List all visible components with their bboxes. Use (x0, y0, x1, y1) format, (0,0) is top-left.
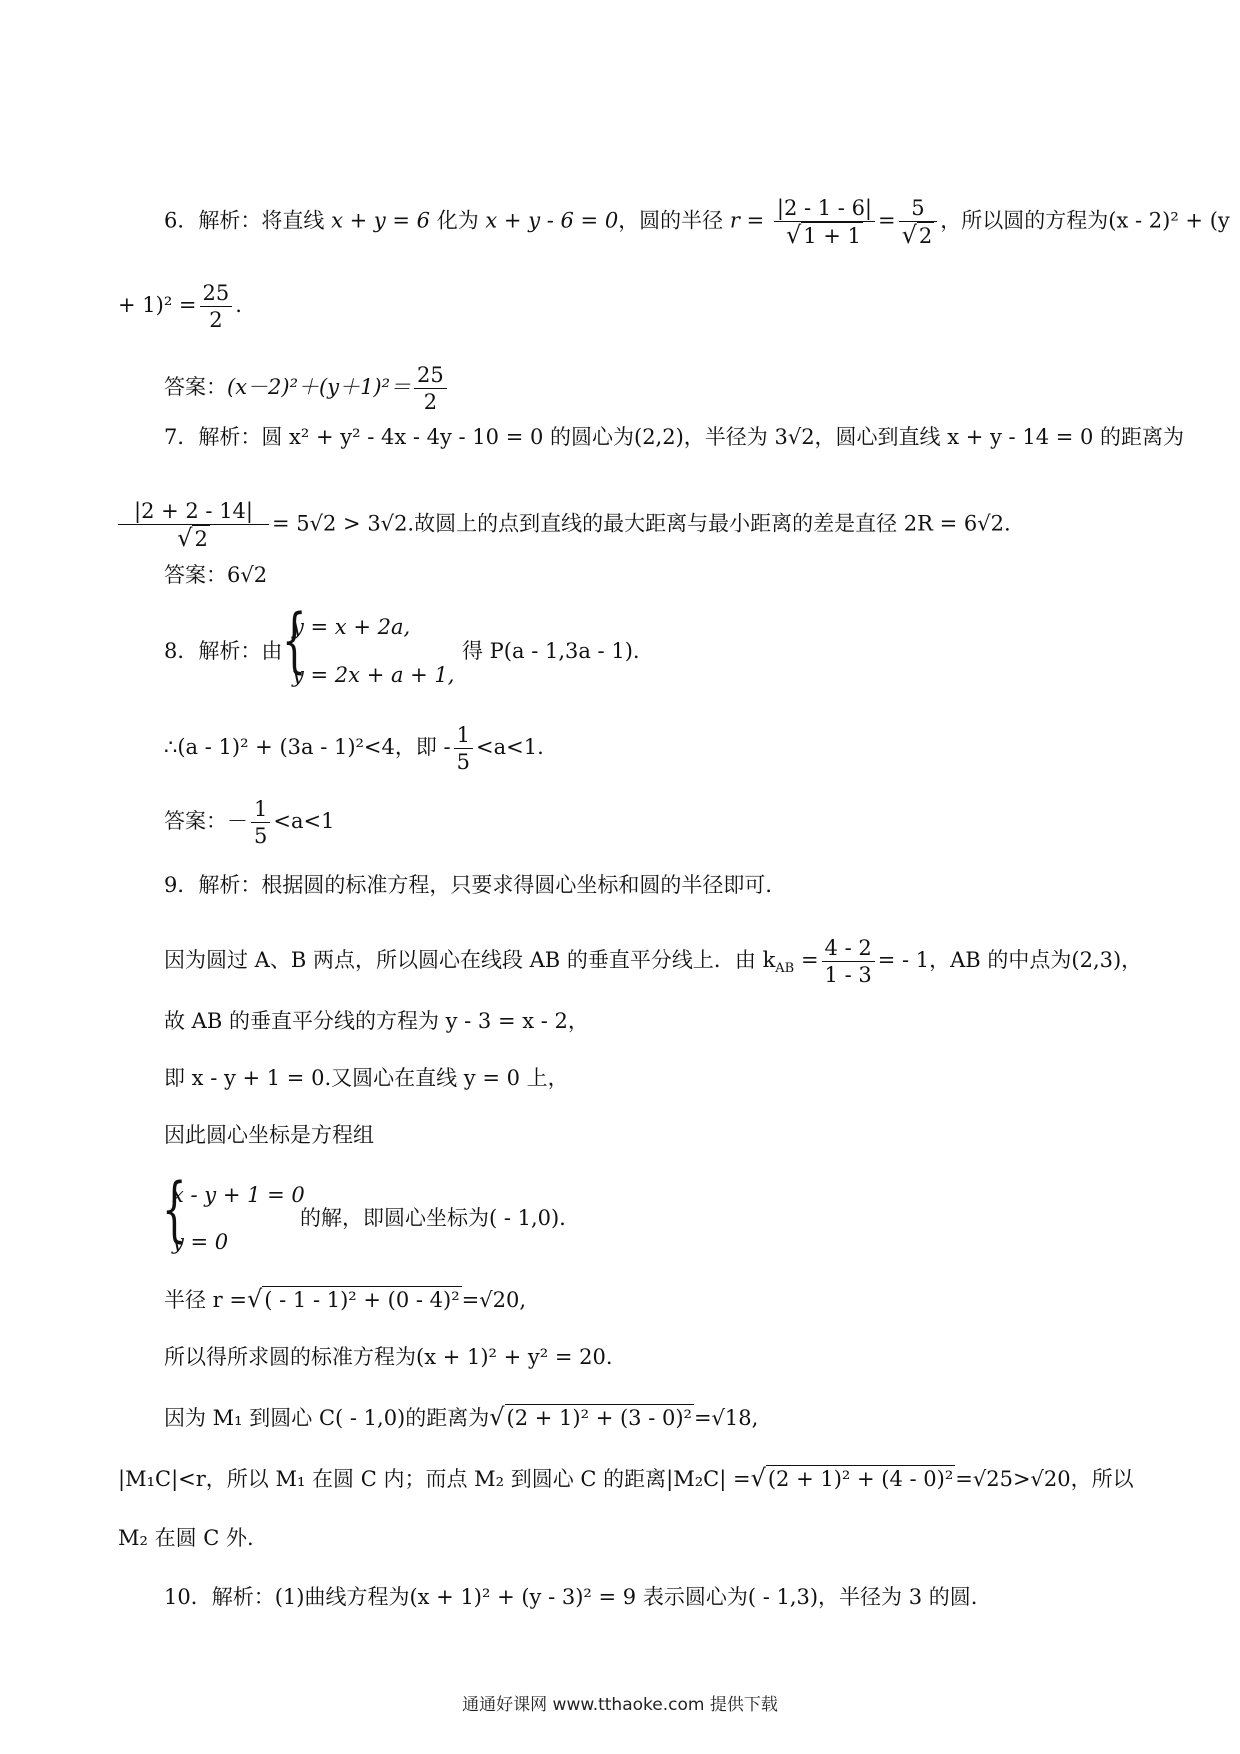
p9-line10: M₂ 在圆 C 外. (118, 1526, 254, 1550)
p10-line1: 10．解析：(1)曲线方程为(x + 1)² + (y - 3)² = 9 表示圆心为( - 1,3)，半径为 3 的圆. (164, 1585, 978, 1609)
p8-answer: 答案：－ $\frac{1}{5}$ <a<1 (164, 797, 335, 848)
p9-line9: |M₁C|<r，所以 M₁ 在圆 C 内；而点 M₂ 到圆心 C 的距离|M₂C| =√(2 + 1)² + (4 - 0)²=√25>√20，所以 (118, 1464, 1134, 1492)
p9-line2: 因为圆过 A、B 两点，所以圆心在线段 AB 的垂直平分线上．由 $k_{AB}$ = $\frac{4 - 2}{1 - 3}$ = - 1，AB 的中点为(2,3)， (164, 936, 1143, 987)
p9-line5: 因此圆心坐标是方程组 (164, 1123, 374, 1147)
p8-system-line1: y = x + 2a, (292, 615, 411, 639)
p9-system-line1: x - y + 1 = 0 (172, 1183, 305, 1207)
p6-radius-value: $\frac{5}{√2}$ (899, 195, 938, 249)
p9-line1: 9．解析：根据圆的标准方程，只要求得圆心坐标和圆的半径即可． (164, 873, 787, 897)
p9-line6: 半径 r =√( - 1 - 1)² + (0 - 4)²=√20, (164, 1285, 527, 1313)
p8-result: 得 P(a - 1,3a - 1). (462, 639, 640, 663)
p6-radius-fraction: $\frac{|2 - 1 - 6|}{√1 + 1}$ (774, 195, 875, 249)
p8-label: 8．解析：由 (164, 639, 283, 663)
p9-line7: 所以得所求圆的标准方程为(x + 1)² + y² = 20. (164, 1345, 613, 1369)
p9-line8: 因为 M₁ 到圆心 C( - 1,0)的距离为√(2 + 1)² + (3 - 0)²=√18, (164, 1403, 759, 1431)
p7-answer: 答案：6√2 (164, 563, 268, 587)
p8-line2: ∴(a - 1)² + (3a - 1)²<4，即 - $\frac{1}{5}$ <a<1. (164, 723, 544, 774)
footer-text: 通通好课网 www.tthaoke.com 提供下载 (462, 1695, 778, 1715)
p7-line1: 7．解析：圆 x² + y² - 4x - 4y - 10 = 0 的圆心为(2,2)，半径为 3√2，圆心到直线 x + y - 14 = 0 的距离为 (164, 425, 1185, 449)
p6-answer: 答案：(x－2)²＋(y＋1)²＝ $\frac{25}{2}$ (164, 362, 450, 415)
p7-line2: $\frac{|2 + 2 - 14|}{√2}$ = 5√2 > 3√2.故圆上的点到直线的最大距离与最小距离的差是直径 2R = 6√2. (118, 498, 1011, 552)
p6-line2: + 1)² = $\frac{25}{2}$ . (118, 281, 242, 332)
p9-brace: { (162, 1168, 187, 1250)
p9-system-line2: y = 0 (172, 1230, 229, 1254)
p9-system-result: 的解，即圆心坐标为( - 1,0)． (300, 1206, 581, 1230)
p9-line4: 即 x - y + 1 = 0.又圆心在直线 y = 0 上， (164, 1066, 569, 1090)
p6-line1: 6．解析：将直线 x + y = 6 化为 x + y - 6 = 0，圆的半径 r = $\frac{|2 - 1 - 6|}{√1 + 1}$ = $\frac{5}{√2}$ ，所以圆的方程为(x - 2)² + (y (164, 196, 1230, 249)
p8-system-line2: y = 2x + a + 1, (292, 663, 455, 687)
p9-line3: 故 AB 的垂直平分线的方程为 y - 3 = x - 2， (164, 1009, 589, 1033)
p8-brace: { (282, 599, 307, 681)
